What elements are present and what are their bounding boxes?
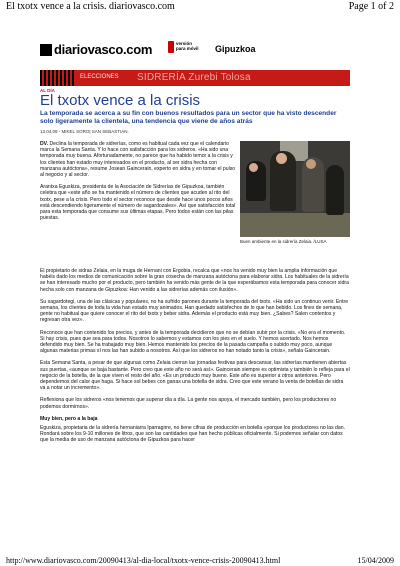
lead-dv: DV.	[40, 141, 49, 147]
print-header	[6, 0, 394, 14]
mobile-version-link[interactable]: versión para móvil	[168, 41, 199, 53]
banner-small-text: ELECCIONES	[80, 74, 119, 80]
mobile-phone-icon	[168, 41, 174, 53]
logo-mark-icon	[40, 44, 52, 56]
section-label: AL DÍA	[40, 88, 55, 93]
brand-bar	[40, 40, 370, 60]
paragraph-7: Reflexiona que los sidreros «nos tenemos que superar día a día. La gente nos apoya, el mercado también, pero los productores no podemos dormirnos».	[40, 397, 337, 410]
banner-pattern	[40, 70, 76, 86]
paragraph-5: Reconoce que han contenido los precios, y antes de la temporada decidieron que no se debían subir por la crisis. «No era el momento. Si hay crisis, pues que sea para todos. Nosotros lo sabemos y estamos con los pies en el suelo. Y hemos acertado. Nos hemos defendido muy bien. Se ha trabajado muy bien. Hemos mantenido los precios de la pasada campaña o subido muy poco, aunque algunas materias primas sí nos las han subido a nosotros. Así que los sidreros no han notado tanto la crisis», señala Gaincerain.	[40, 329, 346, 355]
article-subtitle: La temporada se acerca a su fin con buenos resultados para un sector que ha visto descender solo ligeramente la clientela, una tendencia que viene de años atrás	[40, 110, 337, 125]
paragraph-3: El propietario de sidras Zelaia, en la muga de Hernani con Ergobia, recalca que «nos ha venido muy bien la amplia información que habéis dado los medios de comunicación sobre la gran cosecha de manzana autóctona para elaborar sidra. Los habituales de la sidrería se han interesado mucho por el producto, pero también ha venido más gente de la que esperábamos esta temporada para conocer sidra hecha solo con manzana de Gipuzkoa: Han venido a las sidrerías además con ilusión».	[40, 268, 349, 293]
paragraph-6: Esta Semana Santa, a pesar de que algunas como Zelaia cierran las jornadas festivas para descansar, las sidrerías mantienen abiertas sus puertas, «aunque se baja bastante. Pero creo que este año no será así». Gaincerain siempre es optimista y también lo refleja para el negocio de la botella, de la que viven el resto del año. «Es un producto muy bueno. Este año es superior a otros anteriores. Pero dependemos del calor que haga. Si hace sol bebes con ganas una botella de sidra. Creo que este verano la venta de botellas de sidra va a notar un incremento».	[40, 360, 350, 392]
article-intro-column	[40, 141, 237, 227]
paragraph-2: Arantxa Eguskiza, presidenta de la Asociación de Sidrerías de Gipuzkoa, también celebra que «este año se ha mantenido el número de clientes que acuden al rito del txotx, pese a la crisis. Pero todo el sector reconoce que desde hace unos pocos años está descendiendo ligeramente el número de sagardozales». Así que satisfacción total para esta temporada que consume sus últimas etapas. Pero todos están con las pilas puestas.	[40, 184, 236, 222]
paragraph-1: DV. Declina la temporada de sidrerías, como es habitual cada vez que el calendario marca la Semana Santa. Y lo hace con satisfacción para los sidreros. «Ha sido una temporada muy buena. Afortunadamente, no parece que ha habido temor a la crisis y los clientes han estado muy interesados en el producto, al ser sidra hecha con manzana autóctona», resume Josean Gaincerain, experto en sidra y en tomar el pulso al negocio y al sector.	[40, 141, 236, 179]
site-logo[interactable]: diariovasco.com	[40, 42, 152, 57]
paragraph-4: Su sagardotegi, una de las clásicas y populares, no ha sufrido parones durante la temporada del txotx. «Ha sido un continuo venir. Entre semana, los clientes de toda la vida han estado muy animados. Han quedado satisfechos de lo que han bebido. Los fines de semana, gente no habitual que quiere conocer el rito del txotx y beber sidra. Además el producto está muy bien. ¿Sabes? Salen contentos y regresan otra vez».	[40, 298, 349, 324]
banner-title: SIDRERÍA Zurebi Tolosa	[137, 72, 251, 83]
subheading: Muy bien, pero a la baja	[40, 415, 98, 422]
print-footer-url: http://www.diariovasco.com/20090413/al-dia-local/txotx-vence-crisis-20090413.html	[6, 556, 281, 565]
article-photo[interactable]	[240, 141, 350, 237]
print-header-page: Page 1 of 2	[348, 1, 394, 12]
ad-banner[interactable]	[40, 70, 350, 86]
print-footer-date: 15/04/2009	[357, 556, 394, 565]
article-title: El txotx vence a la crisis	[40, 92, 201, 109]
region-label[interactable]: Gipuzkoa	[215, 44, 256, 54]
paragraph-8: Eguskiza, propietaria de la sidrería hernaniarra Iparragirre, no tiene cifras de producción en botella «porque los productores no las dan. Rondará sobre los 9-10 millones de litros, que son las cantidades que han hecho públicas oficialmente. Si podemos señalar con datos que la media de uso de manzana autóctona de Gipuzkoa para hacer	[40, 425, 345, 444]
article-byline: 13.04.09 - MIKEL SORO| SAN SEBASTIÁN.	[40, 129, 129, 134]
article-body	[40, 268, 350, 450]
photo-caption: Buen ambiente en la sidrería Zelaia. /LUSA	[240, 239, 327, 244]
print-header-title: El txotx vence a la crisis. diariovasco.com	[6, 1, 175, 12]
